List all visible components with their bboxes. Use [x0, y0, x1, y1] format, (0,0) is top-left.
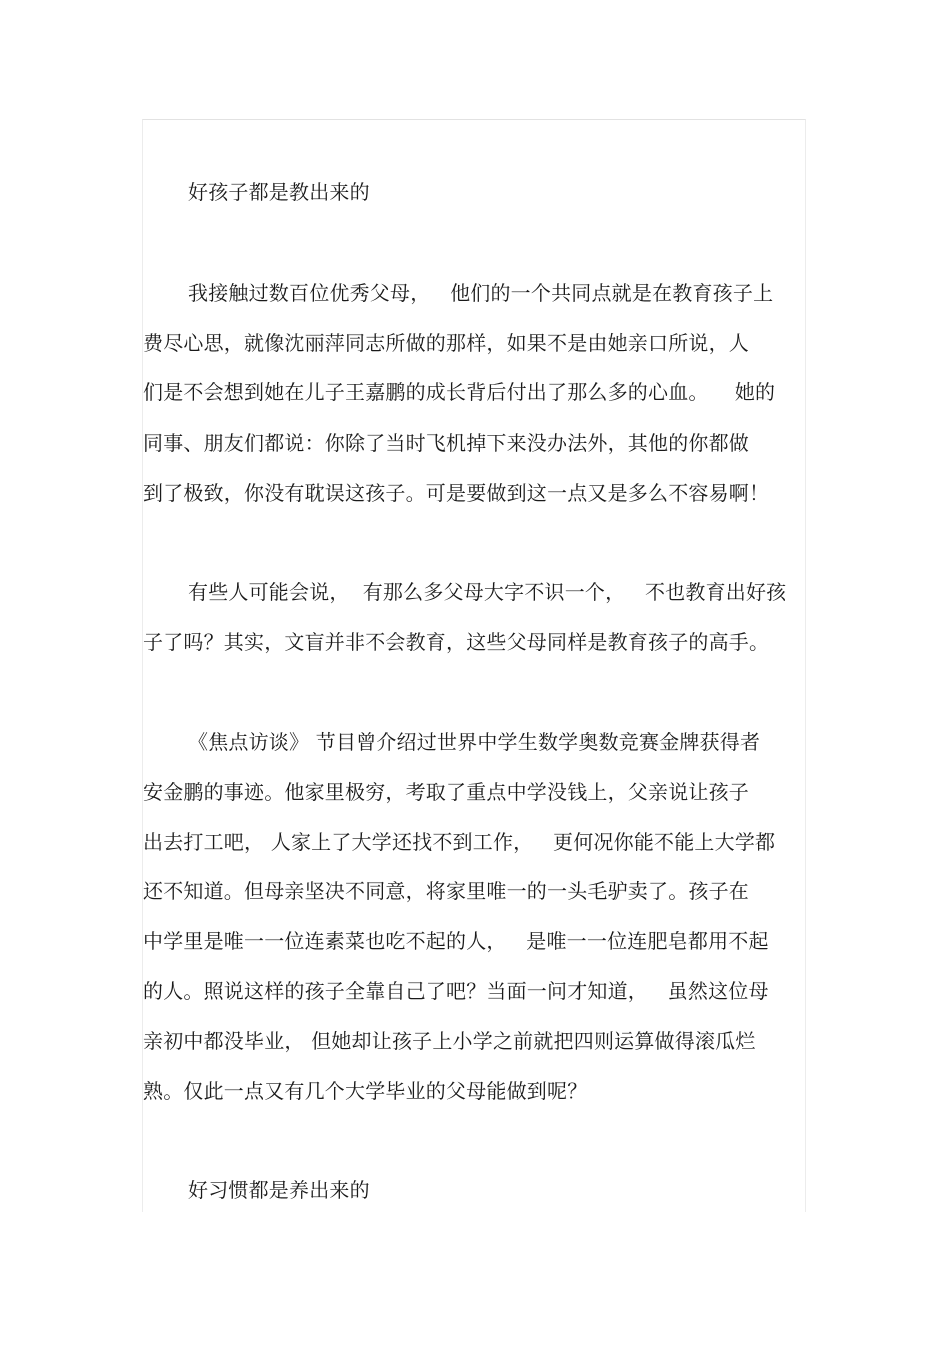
paragraph-line: 的人。照说这样的孩子全靠自己了吧？当面一问才知道， 虽然这位母: [143, 979, 769, 1003]
paragraph-line: 安金鹏的事迹。他家里极穷，考取了重点中学没钱上，父亲说让孩子: [143, 780, 749, 804]
paragraph-line: 费尽心思，就像沈丽萍同志所做的那样，如果不是由她亲口所说，人: [143, 331, 749, 355]
paragraph-line: 中学里是唯一一位连素菜也吃不起的人， 是唯一一位连肥皂都用不起: [143, 929, 769, 953]
section-heading: 好孩子都是教出来的: [188, 180, 370, 204]
paragraph-line: 还不知道。但母亲坚决不同意，将家里唯一的一头毛驴卖了。孩子在: [143, 879, 749, 903]
paragraph-line: 有些人可能会说， 有那么多父母大字不识一个， 不也教育出好孩: [188, 580, 787, 604]
section-heading: 好习惯都是养出来的: [188, 1178, 370, 1202]
paragraph-line: 同事、朋友们都说：你除了当时飞机掉下来没办法外，其他的你都做: [143, 431, 749, 455]
paragraph-line: 到了极致，你没有耽误这孩子。可是要做到这一点又是多么不容易啊！: [143, 481, 770, 505]
paragraph-line: 们是不会想到她在儿子王嘉鹏的成长背后付出了那么多的心血。 她的: [143, 380, 776, 404]
paragraph-line: 出去打工吧， 人家上了大学还找不到工作， 更何况你能不能上大学都: [143, 830, 776, 854]
paragraph-line: 熟。仅此一点又有几个大学毕业的父母能做到呢？: [143, 1079, 588, 1103]
paragraph-line: 子了吗？其实，文盲并非不会教育，这些父母同样是教育孩子的高手。: [143, 630, 770, 654]
paragraph-line: 《焦点访谈》 节目曾介绍过世界中学生数学奥数竞赛金牌获得者: [188, 730, 761, 754]
paragraph-line: 我接触过数百位优秀父母， 他们的一个共同点就是在教育孩子上: [188, 281, 774, 305]
paragraph-line: 亲初中都没毕业， 但她却让孩子上小学之前就把四则运算做得滚瓜烂: [143, 1029, 756, 1053]
